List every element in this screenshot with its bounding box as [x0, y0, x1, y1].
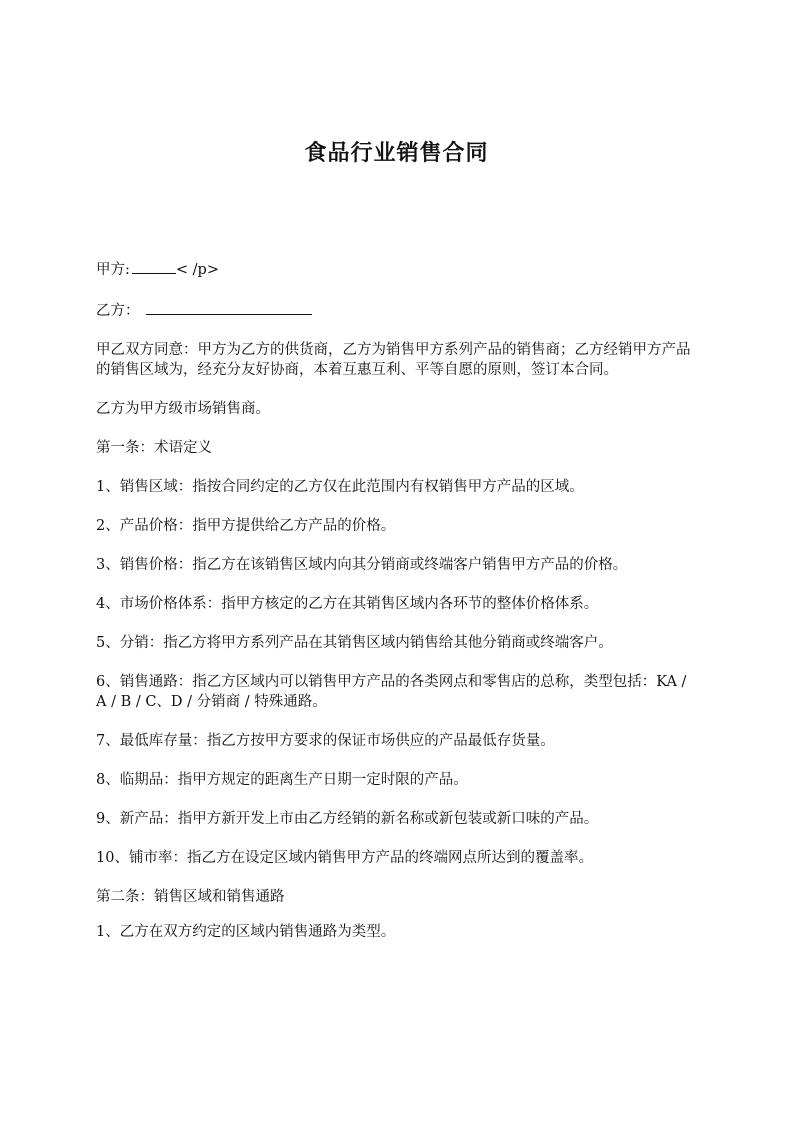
- definition-1: 1、销售区域：指按合同约定的乙方仅在此范围内有权销售甲方产品的区域。: [96, 479, 584, 495]
- party-a-suffix: < /p>: [175, 262, 219, 278]
- document-title: 食品行业销售合同: [304, 141, 489, 166]
- party-a-line: [96, 258, 696, 280]
- party-b-blank: [146, 299, 312, 315]
- article-1-heading: 第一条：术语定义: [96, 440, 212, 456]
- market-level-paragraph: 乙方为甲方级市场销售商。: [96, 401, 270, 417]
- definition-5: 5、分销：指乙方将甲方系列产品在其销售区域内销售给其他分销商或终端客户。: [96, 635, 613, 651]
- party-b-line: [96, 299, 696, 321]
- definition-7: 7、最低库存量：指乙方按甲方要求的保证市场供应的产品最低存货量。: [96, 733, 555, 749]
- article-2-item-1: 1、乙方在双方约定的区域内销售通路为类型。: [96, 924, 396, 940]
- definition-6: 6、销售通路：指乙方区域内可以销售甲方产品的各类网点和零售店的总称，类型包括：KA / A / B / C、D / 分销商 / 特殊通路。: [96, 674, 687, 710]
- party-b-label: 乙方：: [96, 303, 140, 319]
- definition-10: 10、铺市率：指乙方在设定区域内销售甲方产品的终端网点所达到的覆盖率。: [96, 850, 593, 866]
- definition-4: 4、市场价格体系：指甲方核定的乙方在其销售区域内各环节的整体价格体系。: [96, 596, 599, 612]
- article-2-heading: 第二条：销售区域和销售通路: [96, 889, 285, 905]
- definition-3: 3、销售价格：指乙方在该销售区域内向其分销商或终端客户销售甲方产品的价格。: [96, 557, 628, 573]
- party-a-label: 甲方:: [96, 262, 130, 278]
- party-a-blank: [132, 258, 176, 274]
- definition-2: 2、产品价格：指甲方提供给乙方产品的价格。: [96, 518, 396, 534]
- definition-8: 8、临期品：指甲方规定的距离生产日期一定时限的产品。: [96, 772, 468, 788]
- intro-paragraph: 甲乙双方同意：甲方为乙方的供货商，乙方为销售甲方系列产品的销售商；乙方经销甲方产品的销售区域为，经充分友好协商，本着互惠互利、平等自愿的原则，签订本合同。: [96, 342, 691, 378]
- definition-9: 9、新产品：指甲方新开发上市由乙方经销的新名称或新包装或新口味的产品。: [96, 811, 599, 827]
- document-body: [96, 258, 696, 961]
